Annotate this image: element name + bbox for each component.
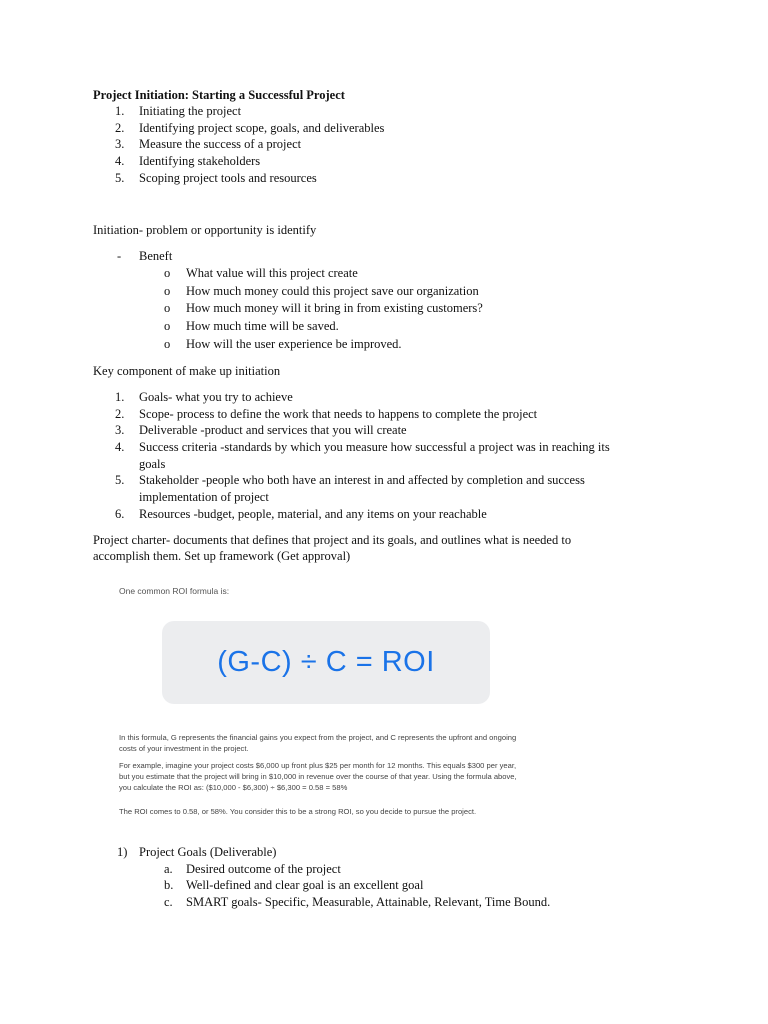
circle-bullet: o	[164, 284, 171, 298]
list-item: Scope- process to define the work that needs to happens to complete the project	[139, 407, 538, 421]
list-item: Measure the success of a project	[139, 137, 302, 151]
list-number: 2.	[115, 407, 125, 421]
list-item: Success criteria -standards by which you measure how successful a project was in reaching its	[139, 440, 610, 454]
circle-bullet: o	[164, 266, 171, 280]
list-number: 4.	[115, 154, 125, 168]
roi-text-line: but you estimate that the project will bring in $10,000 in revenue over the course of that year. Using the formula above,	[119, 772, 517, 781]
roi-text-line: For example, imagine your project costs $6,000 up front plus $25 per month for 12 months. This equals $300 per year,	[119, 761, 517, 770]
project-goals-label: Project Goals (Deliverable)	[139, 845, 277, 859]
roi-caption: One common ROI formula is:	[119, 586, 230, 596]
list-item: Deliverable -product and services that you will create	[139, 423, 407, 437]
benefit-item: How will the user experience be improved.	[186, 337, 402, 351]
benefit-item: What value will this project create	[186, 266, 358, 280]
roi-formula-box	[162, 621, 490, 704]
list-item: Scoping project tools and resources	[139, 171, 317, 185]
list-letter: a.	[164, 862, 173, 876]
list-item: Identifying project scope, goals, and deliverables	[139, 121, 385, 135]
charter-line: accomplish them. Set up framework (Get approval)	[93, 549, 351, 563]
list-number: 1)	[117, 845, 128, 859]
benefit-item: How much time will be saved.	[186, 319, 339, 333]
list-letter: b.	[164, 878, 174, 892]
document-title: Project Initiation: Starting a Successful Project	[93, 88, 345, 102]
goal-item: SMART goals- Specific, Measurable, Attainable, Relevant, Time Bound.	[186, 895, 551, 909]
circle-bullet: o	[164, 319, 171, 333]
list-item: Resources -budget, people, material, and any items on your reachable	[139, 507, 487, 521]
list-number: 6.	[115, 507, 125, 521]
charter-line: Project charter- documents that defines that project and its goals, and outlines what is needed to	[93, 533, 572, 547]
list-number: 3.	[115, 423, 125, 437]
list-item: Goals- what you try to achieve	[139, 390, 293, 404]
list-number: 1.	[115, 104, 125, 118]
roi-text-line: costs of your investment in the project.	[119, 744, 249, 753]
list-number: 5.	[115, 171, 125, 185]
list-number: 1.	[115, 390, 125, 404]
list-number: 2.	[115, 121, 125, 135]
roi-text-line: The ROI comes to 0.58, or 58%. You consider this to be a strong ROI, so you decide to pursue the project.	[119, 807, 477, 816]
goal-item: Well-defined and clear goal is an excellent goal	[186, 878, 424, 892]
list-item-continuation: implementation of project	[139, 490, 269, 504]
list-item-continuation: goals	[139, 457, 166, 471]
list-letter: c.	[164, 895, 173, 909]
list-item: Identifying stakeholders	[139, 154, 261, 168]
goal-item: Desired outcome of the project	[186, 862, 341, 876]
dash-bullet: -	[117, 249, 122, 263]
list-number: 4.	[115, 440, 125, 454]
initiation-text: Initiation- problem or opportunity is identify	[93, 223, 317, 237]
list-number: 3.	[115, 137, 125, 151]
roi-figure	[113, 580, 550, 828]
benefit-label: Beneft	[139, 249, 173, 263]
benefit-item: How much money will it bring in from existing customers?	[186, 301, 483, 315]
roi-text-line: you calculate the ROI as: ($10,000 - $6,300) ÷ $6,300 = 0.58 = 58%	[119, 783, 348, 792]
circle-bullet: o	[164, 301, 171, 315]
list-number: 5.	[115, 473, 125, 487]
benefit-item: How much money could this project save our organization	[186, 284, 479, 298]
circle-bullet: o	[164, 337, 171, 351]
roi-formula: (G-C) ÷ C = ROI	[217, 646, 435, 678]
key-component-heading: Key component of make up initiation	[93, 364, 281, 378]
roi-text-line: In this formula, G represents the financial gains you expect from the project, and C represents the upfront and ongoing	[119, 733, 517, 742]
list-item: Stakeholder -people who both have an interest in and affected by completion and success	[139, 473, 585, 487]
list-item: Initiating the project	[139, 104, 242, 118]
